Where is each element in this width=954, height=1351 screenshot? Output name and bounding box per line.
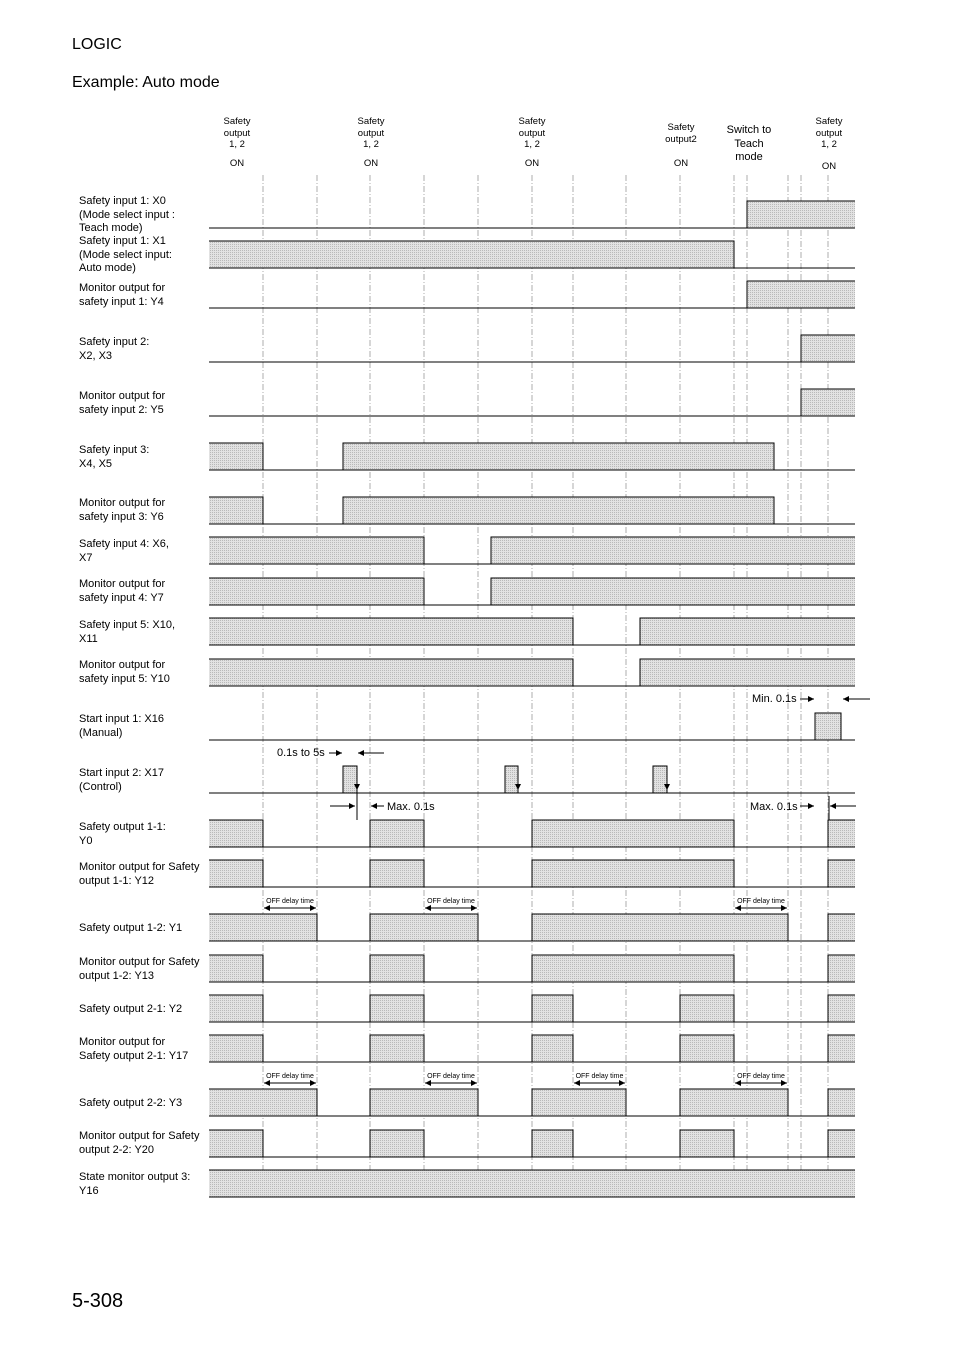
off-delay-label: OFF delay time: [737, 1073, 785, 1080]
off-delay-marker: [264, 898, 316, 908]
signal-waveform: [209, 443, 855, 470]
signal-label: Start input 2: X17 (Control): [79, 767, 164, 793]
signal-label: Start input 1: X16 (Manual): [79, 713, 164, 739]
signal-high-region: [209, 659, 573, 686]
signal-trace: [209, 820, 855, 847]
range-time-label: 0.1s to 5s: [277, 747, 325, 759]
signal-high-region: [828, 820, 855, 847]
signal-waveform: [209, 1035, 855, 1062]
signal-high-region: [209, 1089, 317, 1116]
signal-waveform: [209, 578, 855, 605]
signal-label: State monitor output 3: Y16: [79, 1171, 191, 1197]
signal-high-region: [532, 914, 788, 941]
off-delay-label: OFF delay time: [266, 898, 314, 905]
signal-label: Safety input 4: X6, X7: [79, 538, 169, 564]
signal-trace: [209, 995, 855, 1022]
signal-high-region: [828, 914, 855, 941]
signal-high-region: [532, 820, 734, 847]
signal-high-region: [640, 618, 855, 645]
signal-high-region: [209, 995, 263, 1022]
off-delay-label: OFF delay time: [737, 898, 785, 905]
signal-waveform: [209, 860, 855, 887]
signal-high-region: [640, 659, 855, 686]
signal-label: Monitor output for safety input 1: Y4: [79, 282, 166, 308]
column-label: Safety output 1, 2: [815, 116, 843, 150]
column-label: Safety output 1, 2: [223, 116, 251, 150]
signal-waveform: [209, 497, 855, 524]
signal-waveform: [209, 659, 855, 686]
signal-high-region: [209, 914, 317, 941]
signal-waveform: [209, 1170, 855, 1197]
signal-waveform: [209, 241, 855, 268]
signal-label: Monitor output for Safety output 1-1: Y12: [79, 861, 200, 887]
signal-high-region: [532, 1035, 573, 1062]
signal-high-region: [532, 955, 734, 982]
signal-high-region: [343, 443, 774, 470]
signal-high-region: [209, 443, 263, 470]
signal-high-region: [209, 860, 263, 887]
signal-label: Safety output 1-1: Y0: [79, 821, 166, 847]
signal-high-region: [828, 1089, 855, 1116]
column-label: Safety output 1, 2: [357, 116, 385, 150]
signal-high-region: [680, 1130, 734, 1157]
max-time-label-2: Max. 0.1s: [750, 801, 798, 813]
signal-high-region: [209, 1170, 855, 1197]
signal-label: Safety output 1-2: Y1: [79, 922, 183, 934]
signal-high-region: [828, 1130, 855, 1157]
signal-high-region: [680, 1089, 788, 1116]
signal-label: Safety output 2-2: Y3: [79, 1097, 183, 1109]
signal-label: Monitor output for safety input 3: Y6: [79, 497, 166, 523]
signal-label: Safety input 1: X1 (Mode select input: Auto mode): [79, 235, 172, 274]
off-delay-marker: [735, 1073, 787, 1083]
signal-high-region: [209, 1035, 263, 1062]
signal-high-region: [491, 537, 855, 564]
signal-high-region: [370, 860, 424, 887]
signal-high-region: [370, 995, 424, 1022]
signal-waveform: [209, 820, 855, 847]
signal-high-region: [209, 497, 263, 524]
off-delay-marker: [574, 1073, 625, 1083]
signal-high-region: [747, 281, 855, 308]
signal-high-region: [532, 995, 573, 1022]
signal-high-region: [209, 1130, 263, 1157]
signal-trace: [209, 955, 855, 982]
signal-trace: [209, 1035, 855, 1062]
section-title: LOGIC: [72, 36, 122, 53]
column-state: ON: [673, 158, 689, 169]
signal-high-region: [491, 578, 855, 605]
off-delay-marker: [735, 898, 787, 908]
signal-label: Monitor output for safety input 2: Y5: [79, 390, 166, 416]
signal-high-region: [532, 860, 734, 887]
signal-high-region: [828, 955, 855, 982]
signal-label: Safety input 2: X2, X3: [79, 336, 150, 362]
example-title: Example: Auto mode: [72, 74, 220, 91]
off-delay-label: OFF delay time: [266, 1073, 314, 1080]
column-state: ON: [363, 158, 379, 169]
signal-high-region: [828, 1035, 855, 1062]
signal-label: Safety input 5: X10, X11: [79, 619, 176, 645]
column-label: Safety output2: [665, 122, 697, 145]
off-delay-label: OFF delay time: [427, 898, 475, 905]
signal-label: Safety output 2-1: Y2: [79, 1003, 183, 1015]
signal-label: Monitor output for safety input 4: Y7: [79, 578, 166, 604]
column-state: ON: [821, 161, 837, 172]
signal-high-region: [532, 1089, 626, 1116]
column-state: ON: [524, 158, 540, 169]
signal-high-region: [370, 955, 424, 982]
signal-label: Safety input 3: X4, X5: [79, 444, 150, 470]
page-number: 5-308: [72, 1290, 124, 1312]
off-delay-label: OFF delay time: [427, 1073, 475, 1080]
signal-high-region: [801, 389, 855, 416]
signal-high-region: [370, 1089, 478, 1116]
signal-high-region: [343, 497, 774, 524]
signal-label: Monitor output for Safety output 2-1: Y17: [79, 1036, 189, 1062]
off-delay-label: OFF delay time: [575, 1073, 624, 1080]
signal-high-region: [370, 914, 478, 941]
timing-annotations: [277, 693, 870, 820]
signal-waveform: [209, 537, 855, 564]
signal-high-region: [680, 995, 734, 1022]
signal-high-region: [209, 820, 263, 847]
signal-high-region: [828, 995, 855, 1022]
signal-high-region: [209, 618, 573, 645]
off-delay-marker: [425, 898, 477, 908]
signal-waveform: [209, 914, 855, 941]
signal-waveform: [209, 995, 855, 1022]
signal-high-region: [209, 578, 424, 605]
signal-label: Monitor output for Safety output 1-2: Y13: [79, 956, 200, 982]
signal-trace: [209, 860, 855, 887]
column-label: Safety output 1, 2: [518, 116, 546, 150]
signal-high-region: [653, 766, 667, 793]
min-time-label: Min. 0.1s: [752, 693, 797, 705]
signal-waveform: [209, 618, 855, 645]
signal-label: Monitor output for safety input 5: Y10: [79, 659, 170, 685]
signal-high-region: [209, 537, 424, 564]
signal-waveform: [209, 1089, 855, 1116]
signal-high-region: [532, 1130, 573, 1157]
signal-high-region: [680, 1035, 734, 1062]
signal-waveform: [209, 1130, 855, 1157]
signal-high-region: [747, 201, 855, 228]
signal-high-region: [815, 713, 841, 740]
column-state: ON: [229, 158, 245, 169]
signal-high-region: [209, 241, 734, 268]
signal-high-region: [209, 955, 263, 982]
signal-high-region: [505, 766, 518, 793]
signal-high-region: [370, 1130, 424, 1157]
signal-label: Monitor output for Safety output 2-2: Y20: [79, 1130, 200, 1156]
signal-high-region: [828, 860, 855, 887]
signal-trace: [209, 1130, 855, 1157]
signal-waveform: [209, 955, 855, 982]
off-delay-marker: [425, 1073, 477, 1083]
signal-high-region: [370, 820, 424, 847]
signal-high-region: [801, 335, 855, 362]
signal-label: Safety input 1: X0 (Mode select input : Teach mode): [79, 195, 175, 234]
max-time-label-1: Max. 0.1s: [387, 801, 435, 813]
signal-high-region: [370, 1035, 424, 1062]
column-label: Switch to Teach mode: [726, 124, 772, 163]
off-delay-marker: [264, 1073, 316, 1083]
signal-high-region: [343, 766, 357, 793]
